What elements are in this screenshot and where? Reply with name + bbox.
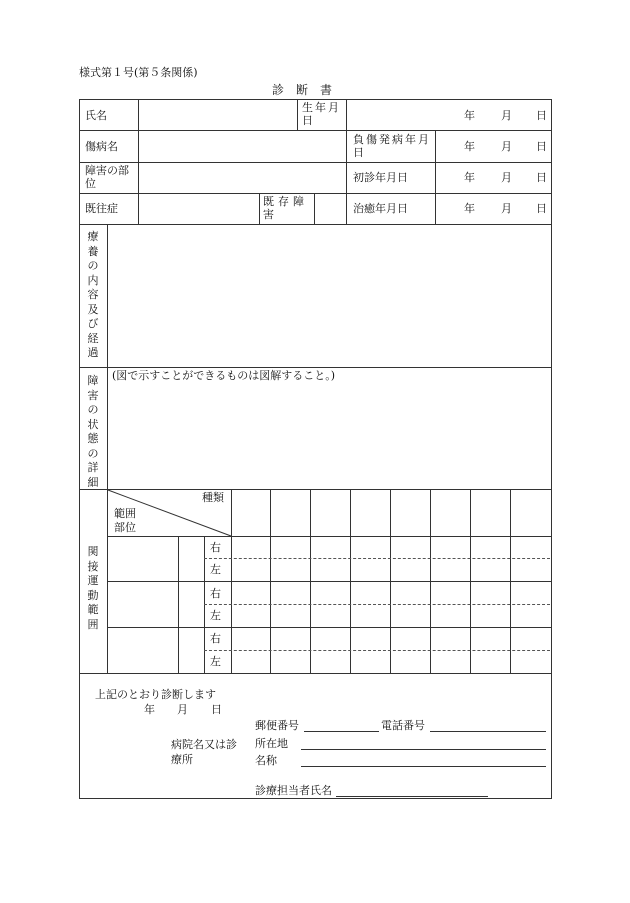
phone-field[interactable] bbox=[430, 731, 546, 732]
rom-header-range: 範囲 bbox=[114, 507, 136, 520]
name-label: 氏名 bbox=[85, 109, 107, 122]
rom-label: 関接運動範囲 bbox=[87, 545, 99, 631]
rom-header-type: 種類 bbox=[202, 491, 224, 504]
cure-day: 日 bbox=[536, 202, 547, 215]
rom-right-2: 右 bbox=[210, 587, 221, 600]
cure-date-label: 治癒年月日 bbox=[353, 202, 408, 215]
treatment-label: 療養の内容及び経過 bbox=[87, 230, 99, 359]
cure-year: 年 bbox=[464, 202, 475, 215]
birth-day: 日 bbox=[536, 109, 547, 122]
hospital-label: 病院名又は診療所 bbox=[171, 738, 237, 766]
clinic-name-field[interactable] bbox=[301, 766, 546, 767]
first-exam-date-label: 初診年月日 bbox=[353, 171, 408, 184]
statement-day: 日 bbox=[211, 703, 222, 716]
birth-year: 年 bbox=[464, 109, 475, 122]
first-exam-year: 年 bbox=[464, 171, 475, 184]
disability-state-label: 障害の状態の詳細 bbox=[87, 374, 99, 489]
rom-left-2: 左 bbox=[210, 609, 221, 622]
birth-date-label: 生年月日 bbox=[302, 101, 341, 127]
rom-left-3: 左 bbox=[210, 655, 221, 668]
history-label: 既往症 bbox=[85, 202, 118, 215]
form-label: 様式第１号(第５条関係) bbox=[79, 66, 198, 79]
postal-code-field[interactable] bbox=[304, 731, 379, 732]
phone-label: 電話番号 bbox=[381, 719, 425, 732]
injury-year: 年 bbox=[464, 140, 475, 153]
disability-part-label: 障害の部位 bbox=[85, 164, 129, 190]
injury-day: 日 bbox=[536, 140, 547, 153]
injury-month: 月 bbox=[501, 140, 512, 153]
diagnosis-statement: 上記のとおり診断します bbox=[95, 688, 216, 701]
first-exam-day: 日 bbox=[536, 171, 547, 184]
disease-label: 傷病名 bbox=[85, 140, 118, 153]
pre-existing-label: 既存障害 bbox=[263, 195, 308, 221]
postal-code-label: 郵便番号 bbox=[255, 719, 299, 732]
rom-right-3: 右 bbox=[210, 632, 221, 645]
doctor-name-field[interactable] bbox=[336, 796, 488, 797]
doctor-name-label: 診療担当者氏名 bbox=[255, 784, 332, 797]
cure-month: 月 bbox=[501, 202, 512, 215]
address-label: 所在地 bbox=[255, 737, 288, 750]
address-field[interactable] bbox=[301, 749, 546, 750]
birth-month: 月 bbox=[501, 109, 512, 122]
first-exam-month: 月 bbox=[501, 171, 512, 184]
injury-date-label: 負傷発病年月日 bbox=[353, 133, 431, 159]
disability-state-note: (図で示すことができるものは図解すること。) bbox=[112, 369, 336, 382]
statement-month: 月 bbox=[177, 703, 188, 716]
document-title: 診 断 書 bbox=[272, 83, 333, 97]
rom-header-part: 部位 bbox=[114, 521, 136, 534]
rom-left-1: 左 bbox=[210, 563, 221, 576]
clinic-name-label: 名称 bbox=[255, 754, 277, 767]
statement-year: 年 bbox=[144, 703, 155, 716]
rom-right-1: 右 bbox=[210, 541, 221, 554]
